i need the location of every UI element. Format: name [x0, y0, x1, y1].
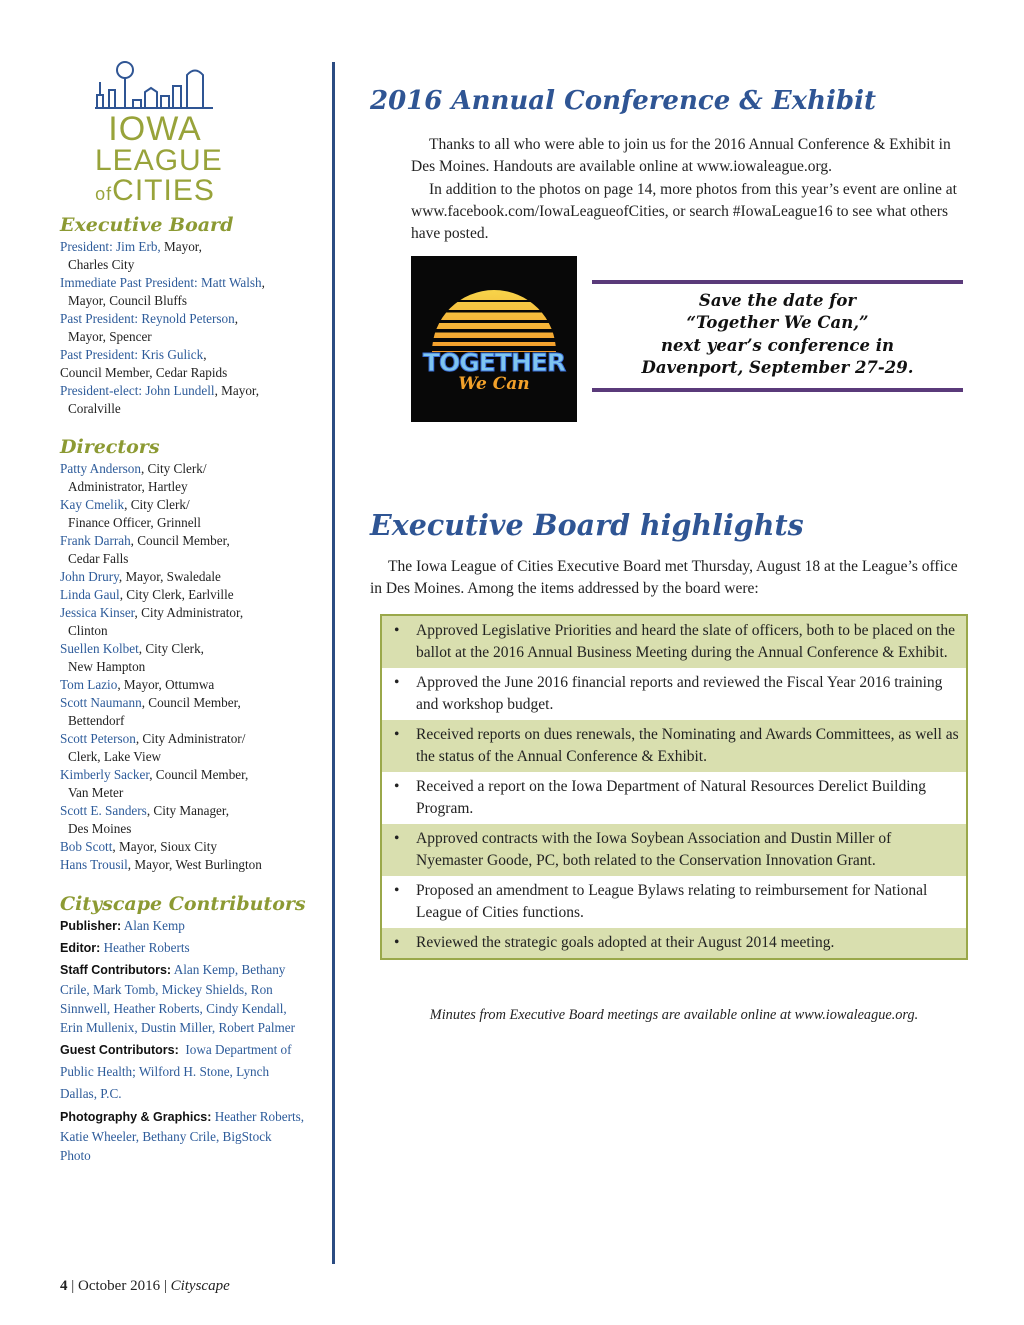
list-item: • Reviewed the strategic goals adopted at their August 2014 meeting. [382, 928, 966, 958]
director-detail: Van Meter [68, 785, 124, 800]
exec-member-detail: Charles City [68, 257, 135, 272]
director: Kimberly Sacker, Council Member, [60, 767, 249, 782]
graphic-word-together: TOGETHER [422, 348, 566, 377]
director-detail: Clinton [68, 623, 108, 638]
exec-member-detail: Coralville [68, 401, 121, 416]
director: Patty Anderson, City Clerk/ [60, 461, 207, 476]
page-footer: 4 | October 2016 | Cityscape [60, 1278, 230, 1294]
exec-member: Past President: Reynold Peterson, [60, 311, 239, 326]
photo-line: Photography & Graphics: Heather Roberts, Katie Wheeler, Bethany Crile, BigStock Photo [60, 1109, 305, 1163]
list-item: • Approved contracts with the Iowa Soybean Association and Dustin Miller of Nyemaster Goode, PC, both related to the Conservation Innovation Grant. [382, 824, 966, 876]
sunset-icon [411, 256, 577, 422]
director: Hans Trousil, Mayor, West Burlington [60, 857, 262, 872]
director: Scott Naumann, Council Member, [60, 695, 241, 710]
director-detail: Clerk, Lake View [68, 749, 162, 764]
contributors-list [60, 916, 305, 1165]
graphic-word-we-can: We Can [458, 374, 530, 394]
conference-paragraph-1: Thanks to all who were able to join us for the 2016 Annual Conference & Exhibit in Des Moines. Handouts are available online at www.iowaleague.org. [411, 136, 951, 176]
director: Suellen Kolbet, City Clerk, [60, 641, 204, 656]
director: Jessica Kinser, City Administrator, [60, 605, 244, 620]
list-item: • Approved the June 2016 financial reports and reviewed the Fiscal Year 2016 training and workshop budget. [394, 674, 943, 713]
logo-iowa: IOWA [108, 110, 202, 148]
contributors-title: Cityscape Contributors [60, 893, 306, 915]
highlights-bullet-box [380, 614, 968, 960]
director: Scott E. Sanders, City Manager, [60, 803, 230, 818]
exec-member-detail: Council Member, Cedar Rapids [60, 365, 228, 380]
director: Tom Lazio, Mayor, Ottumwa [60, 677, 215, 692]
conference-text [411, 134, 964, 245]
save-the-date-text: Save the date for “Together We Can,” next year’s conference in Davenport, September 27-29. [641, 291, 914, 377]
save-the-date-box [592, 280, 963, 396]
director-detail: Administrator, Hartley [68, 479, 188, 494]
list-item: • Received a report on the Iowa Department of Natural Resources Derelict Building Program. [394, 778, 927, 817]
list-item: • Received reports on dues renewals, the Nominating and Awards Committees, as well as the status of the Annual Conference & Exhibit. [382, 720, 966, 772]
logo-league: LEAGUE [95, 144, 223, 177]
city-skyline-icon [95, 60, 215, 110]
exec-member: President: Jim Erb, Mayor, [60, 239, 202, 254]
exec-member: President-elect: John Lundell, Mayor, [60, 383, 260, 398]
list-item: • Approved Legislative Priorities and heard the slate of officers, both to be placed on the ballot at the 2016 Annual Business Meeting during the Annual Conference & Exhibit. [382, 616, 966, 668]
director-detail: Cedar Falls [68, 551, 129, 566]
highlights-title: Executive Board highlights [370, 508, 804, 542]
guest-line: Guest Contributors: Iowa Department of Public Health; Wilford H. Stone, Lynch Dallas, P.C. [60, 1042, 292, 1101]
exec-member: Immediate Past President: Matt Walsh, [60, 275, 265, 290]
director-detail: Des Moines [68, 821, 132, 836]
executive-board-list [60, 238, 320, 418]
director: Bob Scott, Mayor, Sioux City [60, 839, 218, 854]
director: Scott Peterson, City Administrator/ [60, 731, 246, 746]
conference-title: 2016 Annual Conference & Exhibit [370, 86, 876, 116]
director-detail: Bettendorf [68, 713, 125, 728]
director: Frank Darrah, Council Member, [60, 533, 230, 548]
director-detail: New Hampton [68, 659, 146, 674]
conference-paragraph-2: In addition to the photos on page 14, more photos from this year’s event are online at www.facebook.com/IowaLeagueofCities, or search #IowaLeague16 to see what others have posted. [411, 180, 957, 243]
list-item: • Proposed an amendment to League Bylaws relating to reimbursement for National League of Cities functions. [394, 882, 928, 921]
column-divider [332, 62, 335, 1264]
executive-board-title: Executive Board [60, 214, 234, 236]
director: John Drury, Mayor, Swaledale [60, 569, 221, 584]
exec-member-detail: Mayor, Council Bluffs [68, 293, 188, 308]
exec-member-detail: Mayor, Spencer [68, 329, 152, 344]
minutes-note: Minutes from Executive Board meetings are available online at www.iowaleague.org. [429, 1007, 919, 1023]
editor-line: Editor: Heather Roberts [60, 940, 190, 955]
director-detail: Finance Officer, Grinnell [68, 515, 201, 530]
directors-list [60, 460, 320, 874]
highlights-intro: The Iowa League of Cities Executive Board met Thursday, August 18 at the League’s office in Des Moines. Among the items addressed by the board were: [370, 558, 958, 598]
director: Linda Gaul, City Clerk, Earlville [60, 587, 234, 602]
save-box-top-rule [592, 280, 963, 284]
publisher-line: Publisher: Alan Kemp [60, 918, 185, 933]
exec-member: Past President: Kris Gulick, [60, 347, 207, 362]
staff-line: Staff Contributors: Alan Kemp, Bethany Crile, Mark Tomb, Mickey Shields, Ron Sinnwell, Heather Roberts, Cindy Kendall, Erin Mullenix, Dustin Miller, Robert Palmer [60, 962, 295, 1035]
iowa-league-logo [95, 60, 223, 210]
logo-of-cities: ofCITIES [95, 174, 215, 207]
directors-title: Directors [60, 436, 160, 458]
save-box-bottom-rule [592, 388, 963, 392]
director: Kay Cmelik, City Clerk/ [60, 497, 190, 512]
together-we-can-graphic [411, 256, 577, 422]
